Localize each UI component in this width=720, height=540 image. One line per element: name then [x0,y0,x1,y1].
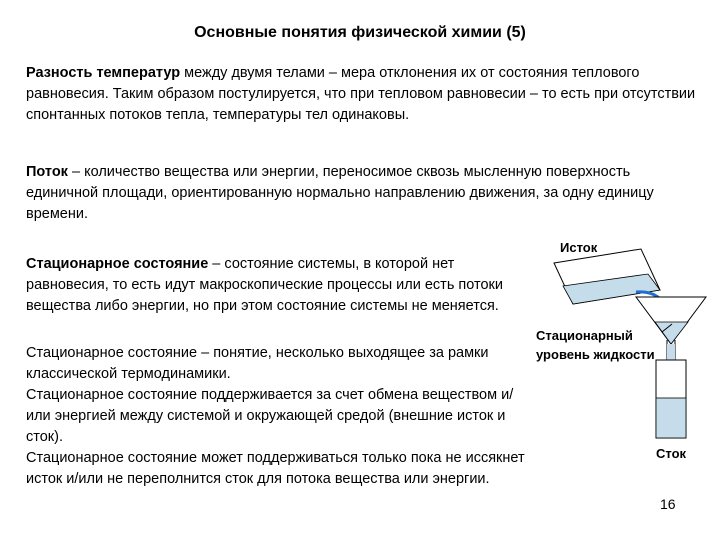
label-source: Исток [560,240,598,255]
definition-stationary-state: – состояние системы, в которой нет равновесия, то есть идут макроскопические процессы или есть потоки вещества либо энергии, но при этом состояние системы не меняется. [26,256,503,314]
funnel-liquid [655,322,688,344]
note-line-1: Стационарное состояние – понятие, несколько выходящее за рамки классической термодинамики. [26,345,489,382]
sink-vessel [656,360,686,438]
source-vessel [554,249,660,304]
label-stationary-level: Стационарный уровень жидкости [536,328,655,362]
term-stationary-state: Стационарное состояние [26,256,209,272]
label-sink: Сток [656,446,687,461]
definition-flux: – количество вещества или энергии, переносимое сквозь мысленную поверхность единичной площади, ориентированную нормально направлению движения, за одну единицу времени. [26,164,654,222]
page-number: 16 [660,496,676,512]
term-flux: Поток [26,164,68,180]
note-line-3: Стационарное состояние может поддерживаться только пока не иссякнет исток и/или не переполнится сток для потока вещества или энергии. [26,450,525,487]
definition-temperature-difference: между двумя телами – мера отклонения их от состояния теплового равновесия. Таким образом постулируется, что при тепловом равновесии – то есть при отсутствии спонтанных потоков тепла, температуры тел одинаковы. [26,65,696,123]
slide-title: Основные понятия физической химии (5) [194,24,526,41]
term-temperature-difference: Разность температур [26,65,181,81]
sink-liquid [656,398,686,438]
note-line-2: Стационарное состояние поддерживается за счет обмена веществом и/или энергией между системой и окружающей средой (внешние исток и сток). [26,387,514,445]
